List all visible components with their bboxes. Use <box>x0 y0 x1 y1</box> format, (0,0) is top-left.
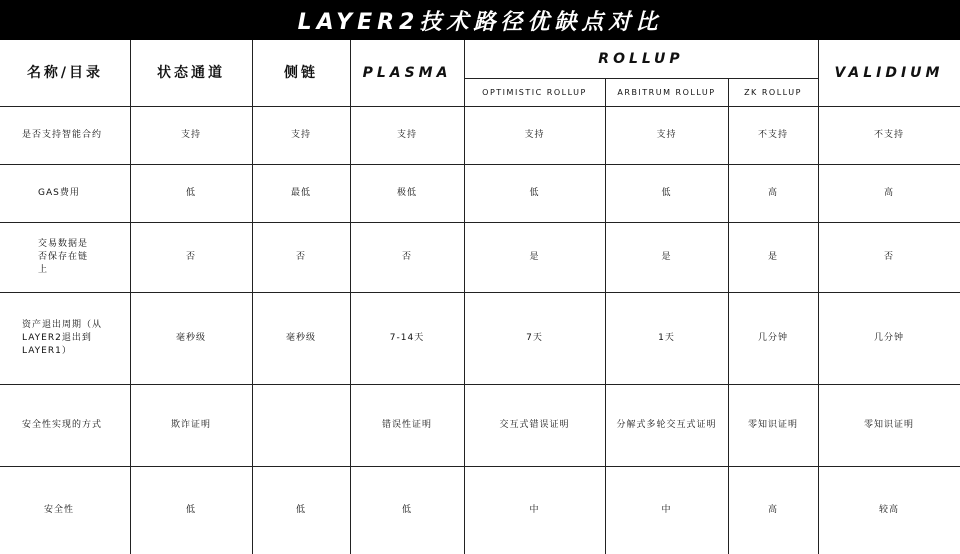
row-label-security-method: 安全性实现的方式 <box>22 419 103 430</box>
cell-smart-contract-plasma: 支持 <box>396 129 417 140</box>
header-validium: VALIDIUM <box>834 64 944 81</box>
cell-security-plasma: 低 <box>401 504 412 515</box>
grid-line-horizontal <box>0 384 960 385</box>
header-plasma: PLASMA <box>362 64 452 81</box>
row-label-smart-contract: 是否支持智能合约 <box>22 129 103 140</box>
comparison-table <box>0 40 960 554</box>
header-state-channel: 状态通道 <box>157 64 225 81</box>
cell-data-plasma: 否 <box>401 251 412 262</box>
cell-exit-optimistic: 7天 <box>526 332 543 343</box>
subheader-arbitrum-rollup: ARBITRUM ROLLUP <box>617 87 716 97</box>
cell-gas-sidechain: 最低 <box>290 187 311 198</box>
cell-exit-validium: 几分钟 <box>873 332 904 343</box>
cell-method-validium: 零知识证明 <box>863 419 914 430</box>
cell-security-arbitrum: 中 <box>661 504 672 515</box>
cell-exit-sidechain: 毫秒级 <box>285 332 316 343</box>
cell-method-optimistic: 交互式错误证明 <box>499 419 570 430</box>
subheader-optimistic-rollup: OPTIMISTIC ROLLUP <box>482 87 587 97</box>
header-name-directory: 名称/目录 <box>26 64 104 81</box>
row-label-gas-fee: GAS费用 <box>38 187 80 198</box>
cell-data-sidechain: 否 <box>295 251 306 262</box>
grid-line-horizontal <box>0 106 960 107</box>
grid-line-horizontal <box>464 78 818 79</box>
cell-security-state-channel: 低 <box>185 504 196 515</box>
header-rollup: ROLLUP <box>598 50 684 67</box>
row-label-data-on-chain: 交易数据是否保存在链上 <box>38 238 89 275</box>
cell-smart-contract-sidechain: 支持 <box>290 129 311 140</box>
cell-exit-zk: 几分钟 <box>757 332 788 343</box>
cell-data-arbitrum: 是 <box>661 251 672 262</box>
grid-line-vertical <box>464 40 465 554</box>
subheader-zk-rollup: ZK ROLLUP <box>744 87 802 97</box>
cell-gas-optimistic: 低 <box>529 187 540 198</box>
row-label-security: 安全性 <box>44 504 75 515</box>
page-title: LAYER2技术路径优缺点对比 <box>0 0 960 40</box>
grid-line-vertical <box>728 78 729 554</box>
cell-method-sidechain <box>252 384 350 466</box>
grid-line-vertical <box>252 40 253 554</box>
cell-security-sidechain: 低 <box>295 504 306 515</box>
cell-smart-contract-zk: 不支持 <box>757 129 788 140</box>
cell-exit-arbitrum: 1天 <box>658 332 675 343</box>
cell-data-state-channel: 否 <box>185 251 196 262</box>
cell-exit-state-channel: 毫秒级 <box>175 332 206 343</box>
grid-line-vertical <box>350 40 351 554</box>
cell-security-optimistic: 中 <box>529 504 540 515</box>
cell-method-state-channel: 欺诈证明 <box>170 419 211 430</box>
cell-data-validium: 否 <box>883 251 894 262</box>
cell-gas-state-channel: 低 <box>185 187 196 198</box>
cell-smart-contract-arbitrum: 支持 <box>656 129 677 140</box>
cell-method-zk: 零知识证明 <box>747 419 798 430</box>
cell-gas-plasma: 极低 <box>396 187 417 198</box>
grid-line-horizontal <box>0 466 960 467</box>
cell-gas-zk: 高 <box>767 187 778 198</box>
cell-exit-plasma: 7-14天 <box>389 332 425 343</box>
cell-security-zk: 高 <box>767 504 778 515</box>
grid-line-vertical <box>605 78 606 554</box>
cell-security-validium: 较高 <box>878 504 899 515</box>
cell-gas-validium: 高 <box>883 187 894 198</box>
cell-method-plasma: 错误性证明 <box>381 419 432 430</box>
grid-line-horizontal <box>0 164 960 165</box>
cell-smart-contract-optimistic: 支持 <box>524 129 545 140</box>
cell-gas-arbitrum: 低 <box>661 187 672 198</box>
cell-smart-contract-state-channel: 支持 <box>180 129 201 140</box>
grid-line-horizontal <box>0 292 960 293</box>
row-label-exit-period: 资产退出周期（从LAYER2退出到LAYER1） <box>22 319 103 356</box>
cell-data-zk: 是 <box>767 251 778 262</box>
header-sidechain: 侧链 <box>284 64 318 81</box>
grid-line-horizontal <box>0 222 960 223</box>
grid-line-vertical <box>818 40 819 554</box>
cell-method-arbitrum: 分解式多轮交互式证明 <box>616 419 717 430</box>
grid-line-vertical <box>130 40 131 554</box>
cell-data-optimistic: 是 <box>529 251 540 262</box>
cell-smart-contract-validium: 不支持 <box>873 129 904 140</box>
